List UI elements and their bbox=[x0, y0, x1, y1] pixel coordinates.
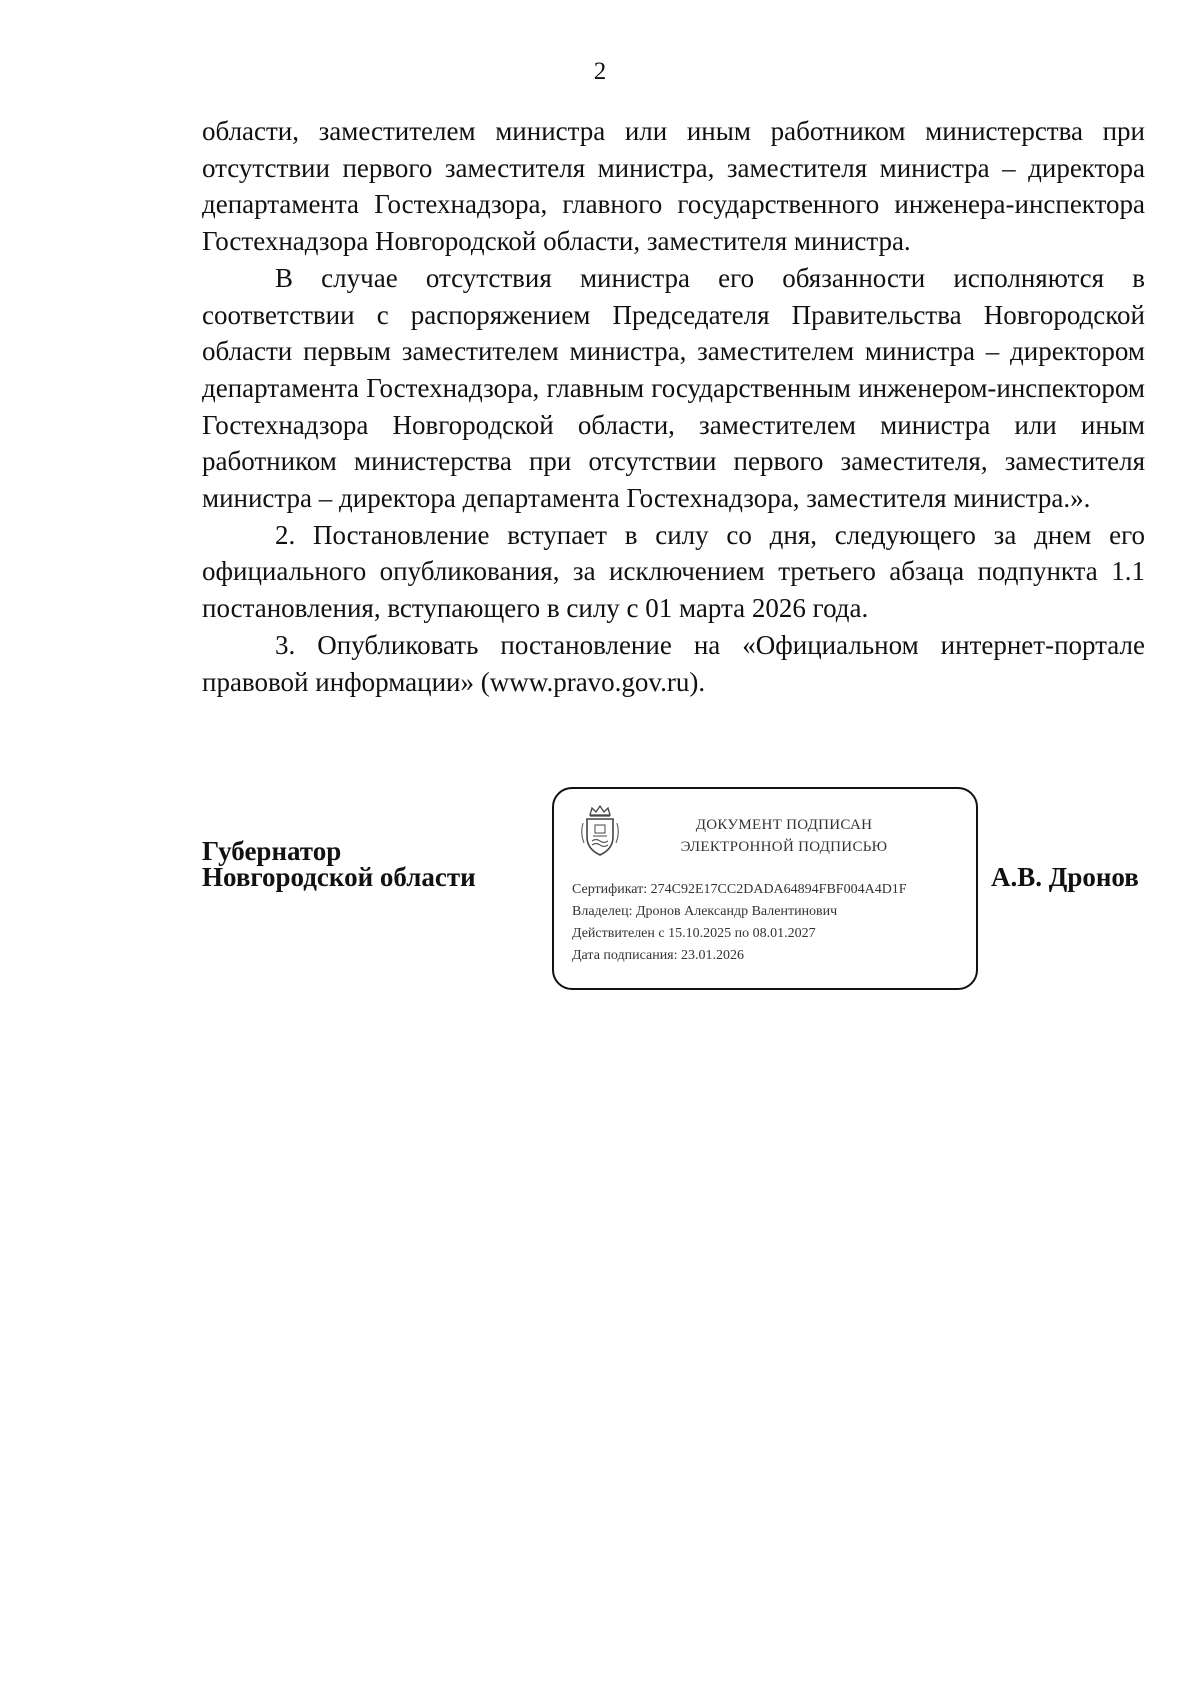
signer-name: А.В. Дронов bbox=[991, 862, 1139, 892]
document-body bbox=[202, 113, 1145, 700]
coat-of-arms-icon bbox=[578, 803, 622, 859]
stamp-validity: Действителен с 15.10.2025 по 08.01.2027 bbox=[572, 926, 816, 941]
page-number: 2 bbox=[593, 58, 607, 85]
stamp-certificate: Сертификат: 274C92E17CC2DADA64894FBF004A4D1F bbox=[572, 882, 907, 897]
stamp-title-line1: ДОКУМЕНТ ПОДПИСАН bbox=[695, 817, 873, 833]
signer-position-line1: Губернатор bbox=[202, 836, 342, 866]
electronic-signature-stamp bbox=[552, 787, 978, 990]
stamp-details bbox=[572, 879, 907, 967]
paragraph-minister-absence: В случае отсутствия министра его обязанности исполняются в соответствии с распоряжением Председателя Правительства Новгородской области первым заместителем министра, заместителем министра – директором департамента Гостехнадзора, главным государственным инженером-инспектором Гостехнадзора Новгородской области, заместителем министра или иным работником министерства при отсутствии первого заместителя, заместителя министра – директора департамента Гостехнадзора, заместителя министра.». bbox=[202, 262, 1145, 514]
paragraph-continuation: области, заместителем министра или иным работником министерства при отсутствии первого заместителя министра, заместителя министра – директора департамента Гостехнадзора, главного государственного инженера-инспектора Гостехнадзора Новгородской области, заместителя министра. bbox=[202, 116, 1145, 257]
paragraph-item-2: 2. Постановление вступает в силу со дня, следующего за днем его официального опубликования, за исключением третьего абзаца подпункта 1.1 постановления, вступающего в силу с 01 марта 2026 года. bbox=[202, 519, 1145, 624]
stamp-title bbox=[654, 814, 914, 858]
signer-position-line2: Новгородской области bbox=[202, 862, 476, 892]
stamp-title-line2: ЭЛЕКТРОННОЙ ПОДПИСЬЮ bbox=[680, 839, 888, 855]
stamp-signed-date: Дата подписания: 23.01.2026 bbox=[572, 948, 745, 963]
stamp-owner: Владелец: Дронов Александр Валентинович bbox=[572, 904, 838, 919]
paragraph-item-3: 3. Опубликовать постановление на «Официальном интернет-портале правовой информации» (www.pravo.gov.ru). bbox=[202, 629, 1145, 697]
signer-position bbox=[202, 838, 476, 890]
